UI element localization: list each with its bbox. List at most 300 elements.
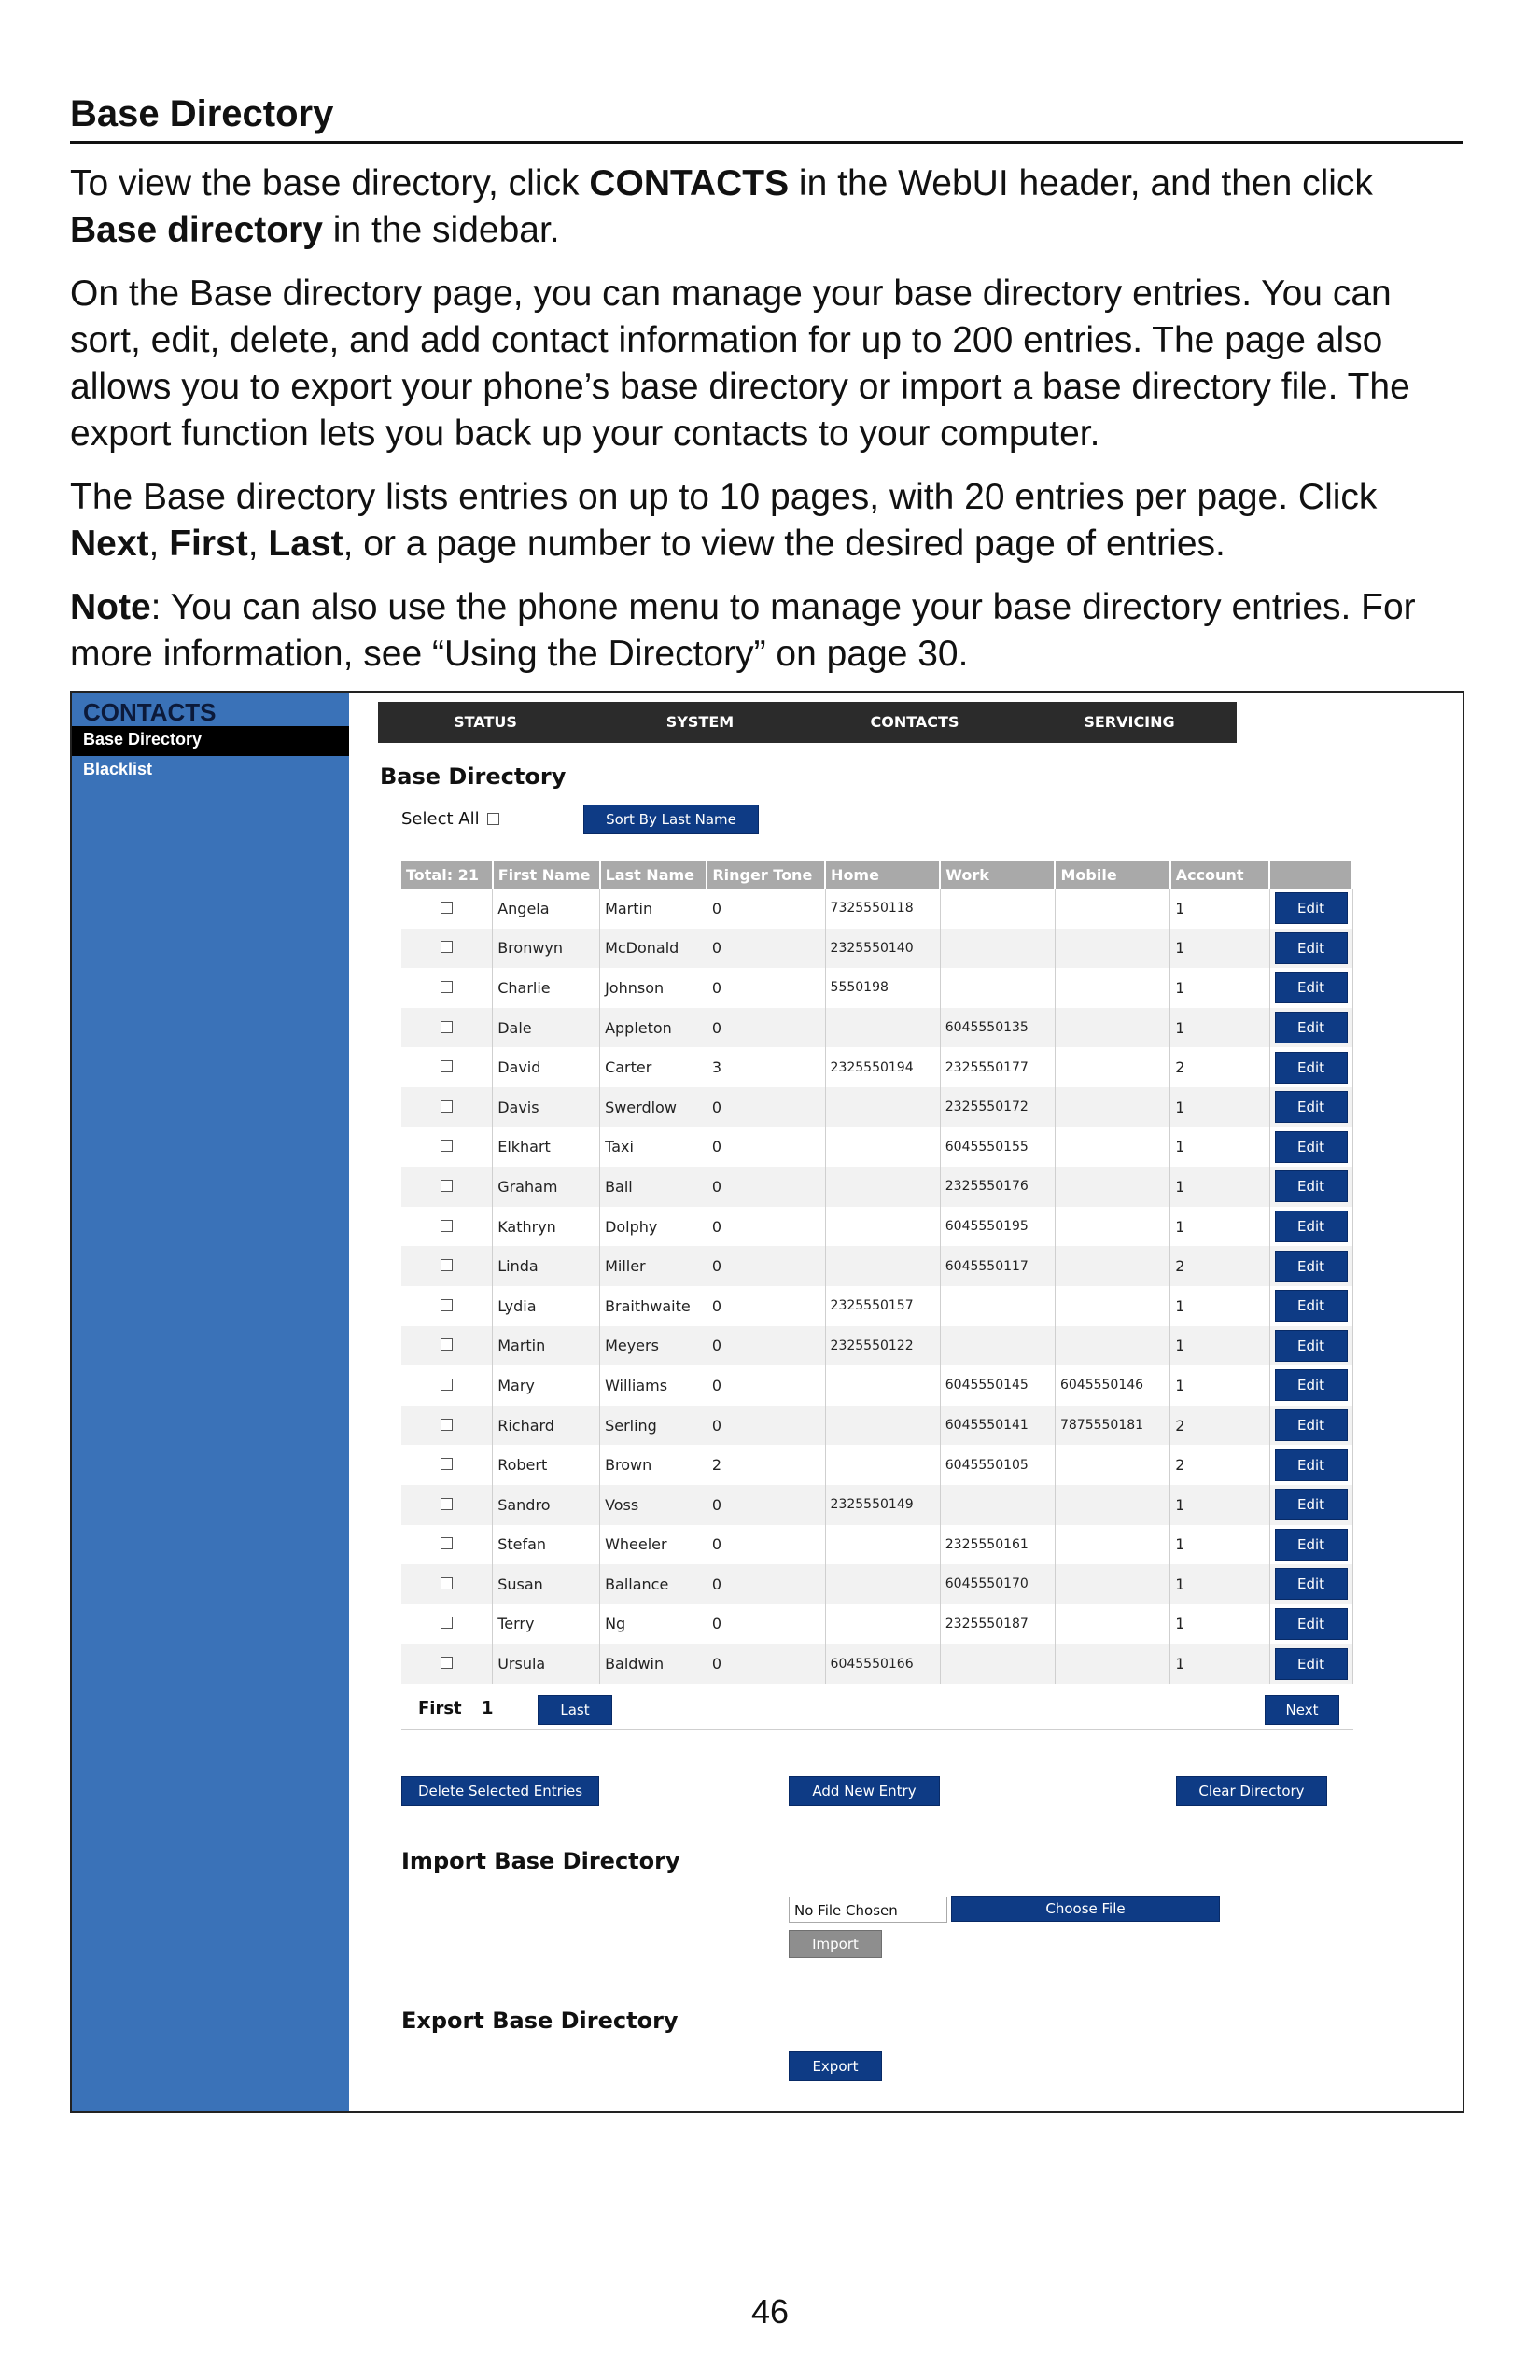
p3-bold-next: Next	[70, 524, 149, 564]
first-name-cell: Robert	[493, 1445, 600, 1485]
table-row	[401, 1644, 1352, 1684]
note-text: : You can also use the phone menu to manage your base directory entries. For more information, see “Using the Directory” on page 30.	[70, 587, 1416, 674]
account-cell: 1	[1170, 889, 1269, 929]
ringer-tone-cell: 3	[707, 1047, 825, 1087]
first-name-cell: Kathryn	[493, 1207, 600, 1247]
webui-screenshot	[70, 691, 1464, 2113]
mobile-cell	[1055, 1604, 1169, 1645]
account-cell: 1	[1170, 1087, 1269, 1127]
col-edit	[1269, 861, 1352, 889]
home-cell	[825, 1008, 940, 1048]
tab-status[interactable]: STATUS	[454, 713, 517, 731]
last-name-cell: Ballance	[600, 1564, 707, 1604]
first-name-cell: Dale	[493, 1008, 600, 1048]
row-checkbox[interactable]	[441, 1458, 453, 1470]
account-cell: 1	[1170, 1485, 1269, 1525]
col-home: Home	[825, 861, 940, 889]
account-cell: 1	[1170, 1167, 1269, 1207]
mobile-cell	[1055, 929, 1169, 969]
home-cell: 7325550118	[825, 889, 940, 929]
row-checkbox[interactable]	[441, 981, 453, 993]
page-title: Base Directory	[380, 763, 567, 790]
table-row	[401, 1008, 1352, 1048]
mobile-cell	[1055, 1008, 1169, 1048]
last-name-cell: Carter	[600, 1047, 707, 1087]
work-cell: 2325550172	[940, 1087, 1055, 1127]
work-cell	[940, 889, 1055, 929]
row-checkbox-cell	[401, 1604, 493, 1645]
edit-cell	[1269, 1445, 1352, 1485]
first-name-cell: Angela	[493, 889, 600, 929]
col-ringer-tone: Ringer Tone	[707, 861, 825, 889]
mobile-cell	[1055, 1564, 1169, 1604]
edit-button[interactable]: Edit	[1275, 1330, 1348, 1362]
sidebar-item-base-directory[interactable]: Base Directory	[72, 726, 349, 756]
home-cell: 2325550194	[825, 1047, 940, 1087]
last-name-cell: Serling	[600, 1406, 707, 1446]
col-total: Total: 21	[401, 861, 493, 889]
table-row	[401, 1246, 1352, 1286]
row-checkbox-cell	[401, 1644, 493, 1684]
account-cell: 1	[1170, 1564, 1269, 1604]
first-name-cell: David	[493, 1047, 600, 1087]
row-checkbox[interactable]	[441, 1259, 453, 1271]
tab-servicing[interactable]: SERVICING	[1084, 713, 1175, 731]
row-checkbox-cell	[401, 1564, 493, 1604]
work-cell	[940, 968, 1055, 1008]
mobile-cell	[1055, 1445, 1169, 1485]
row-checkbox-cell	[401, 1127, 493, 1168]
home-cell	[825, 1207, 940, 1247]
document-body	[70, 93, 1463, 678]
first-name-cell: Ursula	[493, 1644, 600, 1684]
last-name-cell: Brown	[600, 1445, 707, 1485]
table-row	[401, 1485, 1352, 1525]
row-checkbox-cell	[401, 889, 493, 929]
work-cell: 6045550141	[940, 1406, 1055, 1446]
edit-cell	[1269, 1604, 1352, 1645]
top-nav	[378, 702, 1237, 743]
edit-button[interactable]: Edit	[1275, 1608, 1348, 1640]
first-name-cell: Linda	[493, 1246, 600, 1286]
row-checkbox-cell	[401, 968, 493, 1008]
first-name-cell: Stefan	[493, 1525, 600, 1565]
home-cell	[825, 1445, 940, 1485]
work-cell: 6045550105	[940, 1445, 1055, 1485]
mobile-cell	[1055, 889, 1169, 929]
account-cell: 1	[1170, 929, 1269, 969]
paragraph-3	[70, 474, 1463, 567]
row-checkbox[interactable]	[441, 1140, 453, 1152]
edit-button[interactable]: Edit	[1275, 1568, 1348, 1600]
home-cell	[825, 1167, 940, 1207]
account-cell: 1	[1170, 1604, 1269, 1645]
pagination	[401, 1689, 1353, 1730]
first-name-cell: Bronwyn	[493, 929, 600, 969]
sidebar	[72, 693, 349, 2111]
last-name-cell: Johnson	[600, 968, 707, 1008]
row-checkbox[interactable]	[441, 902, 453, 914]
row-checkbox[interactable]	[441, 1657, 453, 1669]
account-cell: 2	[1170, 1246, 1269, 1286]
paragraph-1	[70, 161, 1463, 254]
delete-selected-entries-button[interactable]: Delete Selected Entries	[401, 1776, 599, 1806]
account-cell: 1	[1170, 1365, 1269, 1406]
table-row	[401, 1365, 1352, 1406]
account-cell: 1	[1170, 1525, 1269, 1565]
first-name-cell: Davis	[493, 1087, 600, 1127]
edit-cell	[1269, 1365, 1352, 1406]
row-checkbox[interactable]	[441, 1338, 453, 1351]
p1-text-e: in the sidebar.	[322, 210, 560, 250]
row-checkbox-cell	[401, 1246, 493, 1286]
edit-cell	[1269, 968, 1352, 1008]
directory-table	[401, 861, 1353, 1684]
table-row	[401, 889, 1352, 929]
col-work: Work	[940, 861, 1055, 889]
home-cell	[825, 1604, 940, 1645]
table-row	[401, 1286, 1352, 1326]
ringer-tone-cell: 0	[707, 1485, 825, 1525]
row-checkbox[interactable]	[441, 1060, 453, 1072]
edit-button[interactable]: Edit	[1275, 1052, 1348, 1084]
first-name-cell: Lydia	[493, 1286, 600, 1326]
p1-bold-contacts: CONTACTS	[589, 163, 790, 203]
row-checkbox-cell	[401, 1087, 493, 1127]
row-checkbox[interactable]	[441, 1617, 453, 1629]
home-cell: 2325550157	[825, 1286, 940, 1326]
first-name-cell: Charlie	[493, 968, 600, 1008]
account-cell: 1	[1170, 1644, 1269, 1684]
first-name-cell: Graham	[493, 1167, 600, 1207]
account-cell: 1	[1170, 1326, 1269, 1366]
p1-text-a: To view the base directory, click	[70, 163, 590, 203]
pager-page-1[interactable]: 1	[482, 1699, 494, 1718]
table-row	[401, 1207, 1352, 1247]
row-checkbox-cell	[401, 1365, 493, 1406]
last-name-cell: McDonald	[600, 929, 707, 969]
mobile-cell	[1055, 1127, 1169, 1168]
edit-button[interactable]: Edit	[1275, 1170, 1348, 1202]
home-cell	[825, 1406, 940, 1446]
ringer-tone-cell: 0	[707, 1167, 825, 1207]
row-checkbox[interactable]	[441, 1498, 453, 1510]
pager-next-button[interactable]: Next	[1265, 1695, 1339, 1725]
row-checkbox[interactable]	[441, 1419, 453, 1431]
first-name-cell: Martin	[493, 1326, 600, 1366]
sort-by-last-name-button[interactable]: Sort By Last Name	[583, 805, 759, 834]
account-cell: 1	[1170, 968, 1269, 1008]
select-all-checkbox[interactable]	[487, 813, 499, 825]
table-body	[401, 889, 1352, 1684]
ringer-tone-cell: 0	[707, 1286, 825, 1326]
mobile-cell	[1055, 1485, 1169, 1525]
file-chosen-field: No File Chosen	[789, 1897, 947, 1923]
edit-cell	[1269, 1525, 1352, 1565]
select-all-label: Select All	[401, 809, 480, 829]
row-checkbox-cell	[401, 1525, 493, 1565]
first-name-cell: Terry	[493, 1604, 600, 1645]
ringer-tone-cell: 0	[707, 1326, 825, 1366]
account-cell: 2	[1170, 1445, 1269, 1485]
home-cell: 6045550166	[825, 1644, 940, 1684]
tab-system[interactable]: SYSTEM	[665, 713, 735, 731]
ringer-tone-cell: 0	[707, 1207, 825, 1247]
p1-text-c: in the WebUI header, and then click	[789, 163, 1373, 203]
select-all	[401, 809, 499, 829]
edit-cell	[1269, 1047, 1352, 1087]
edit-cell	[1269, 1008, 1352, 1048]
ringer-tone-cell: 0	[707, 968, 825, 1008]
edit-cell	[1269, 1207, 1352, 1247]
row-checkbox-cell	[401, 1047, 493, 1087]
work-cell: 6045550195	[940, 1207, 1055, 1247]
ringer-tone-cell: 0	[707, 1644, 825, 1684]
row-checkbox[interactable]	[441, 1577, 453, 1589]
row-checkbox[interactable]	[441, 1220, 453, 1232]
first-name-cell: Mary	[493, 1365, 600, 1406]
home-cell	[825, 1246, 940, 1286]
edit-button[interactable]: Edit	[1275, 1251, 1348, 1282]
col-mobile: Mobile	[1055, 861, 1169, 889]
ringer-tone-cell: 0	[707, 1365, 825, 1406]
p3-text-c: , or a page number to view the desired page of entries.	[343, 524, 1225, 564]
row-checkbox-cell	[401, 1445, 493, 1485]
table-row	[401, 1326, 1352, 1366]
last-name-cell: Ball	[600, 1167, 707, 1207]
edit-cell	[1269, 1644, 1352, 1684]
work-cell: 6045550170	[940, 1564, 1055, 1604]
home-cell: 2325550140	[825, 929, 940, 969]
p3-bold-last: Last	[268, 524, 343, 564]
last-name-cell: Swerdlow	[600, 1087, 707, 1127]
home-cell: 2325550122	[825, 1326, 940, 1366]
row-checkbox-cell	[401, 1485, 493, 1525]
table-header-row	[401, 861, 1352, 889]
paragraph-note	[70, 584, 1463, 678]
edit-button[interactable]: Edit	[1275, 1290, 1348, 1322]
last-name-cell: Voss	[600, 1485, 707, 1525]
table-row	[401, 968, 1352, 1008]
work-cell: 2325550187	[940, 1604, 1055, 1645]
ringer-tone-cell: 0	[707, 1008, 825, 1048]
mobile-cell	[1055, 1167, 1169, 1207]
ringer-tone-cell: 0	[707, 1406, 825, 1446]
edit-cell	[1269, 1127, 1352, 1168]
ringer-tone-cell: 0	[707, 1087, 825, 1127]
account-cell: 1	[1170, 1008, 1269, 1048]
edit-button[interactable]: Edit	[1275, 1211, 1348, 1242]
work-cell	[940, 1644, 1055, 1684]
work-cell	[940, 1286, 1055, 1326]
ringer-tone-cell: 0	[707, 1564, 825, 1604]
page-number: 46	[750, 2292, 790, 2331]
edit-cell	[1269, 1286, 1352, 1326]
mobile-cell: 6045550146	[1055, 1365, 1169, 1406]
edit-button[interactable]: Edit	[1275, 1449, 1348, 1481]
edit-button[interactable]: Edit	[1275, 1648, 1348, 1680]
edit-button[interactable]: Edit	[1275, 1369, 1348, 1401]
row-checkbox[interactable]	[441, 1180, 453, 1192]
last-name-cell: Dolphy	[600, 1207, 707, 1247]
table-row	[401, 1406, 1352, 1446]
col-first-name[interactable]: First Name	[493, 861, 600, 889]
edit-cell	[1269, 1167, 1352, 1207]
mobile-cell	[1055, 968, 1169, 1008]
last-name-cell: Miller	[600, 1246, 707, 1286]
last-name-cell: Taxi	[600, 1127, 707, 1168]
edit-cell	[1269, 1485, 1352, 1525]
p3-sep-2: ,	[247, 524, 269, 564]
edit-cell	[1269, 1087, 1352, 1127]
work-cell: 6045550155	[940, 1127, 1055, 1168]
home-cell	[825, 1127, 940, 1168]
work-cell	[940, 1326, 1055, 1366]
last-name-cell: Ng	[600, 1604, 707, 1645]
table-row	[401, 1564, 1352, 1604]
work-cell: 2325550177	[940, 1047, 1055, 1087]
row-checkbox-cell	[401, 1326, 493, 1366]
pager-first-link[interactable]: First	[418, 1699, 462, 1718]
home-cell: 5550198	[825, 968, 940, 1008]
ringer-tone-cell: 0	[707, 889, 825, 929]
ringer-tone-cell: 2	[707, 1445, 825, 1485]
home-cell	[825, 1365, 940, 1406]
col-last-name[interactable]: Last Name	[600, 861, 707, 889]
mobile-cell	[1055, 1326, 1169, 1366]
last-name-cell: Baldwin	[600, 1644, 707, 1684]
table-row	[401, 1087, 1352, 1127]
mobile-cell	[1055, 1525, 1169, 1565]
col-account: Account	[1170, 861, 1269, 889]
section-title: Base Directory	[70, 93, 1463, 144]
last-name-cell: Martin	[600, 889, 707, 929]
mobile-cell	[1055, 1207, 1169, 1247]
home-cell: 2325550149	[825, 1485, 940, 1525]
ringer-tone-cell: 0	[707, 1525, 825, 1565]
edit-button[interactable]: Edit	[1275, 972, 1348, 1003]
edit-button[interactable]: Edit	[1275, 892, 1348, 924]
table-row	[401, 1127, 1352, 1168]
ringer-tone-cell: 0	[707, 1246, 825, 1286]
p3-sep-1: ,	[148, 524, 170, 564]
row-checkbox[interactable]	[441, 941, 453, 953]
account-cell: 2	[1170, 1406, 1269, 1446]
row-checkbox[interactable]	[441, 1021, 453, 1033]
last-name-cell: Braithwaite	[600, 1286, 707, 1326]
row-checkbox[interactable]	[441, 1537, 453, 1549]
mobile-cell	[1055, 1047, 1169, 1087]
edit-button[interactable]: Edit	[1275, 1091, 1348, 1123]
edit-button[interactable]: Edit	[1275, 1131, 1348, 1163]
p3-bold-first: First	[169, 524, 248, 564]
table-row	[401, 1525, 1352, 1565]
edit-cell	[1269, 1406, 1352, 1446]
last-name-cell: Williams	[600, 1365, 707, 1406]
work-cell	[940, 1485, 1055, 1525]
work-cell	[940, 929, 1055, 969]
last-name-cell: Meyers	[600, 1326, 707, 1366]
export-heading: Export Base Directory	[401, 2008, 679, 2034]
account-cell: 1	[1170, 1127, 1269, 1168]
import-button[interactable]: Import	[789, 1930, 882, 1958]
sidebar-header: CONTACTS	[83, 698, 217, 726]
edit-cell	[1269, 889, 1352, 929]
edit-button[interactable]: Edit	[1275, 1489, 1348, 1520]
last-name-cell: Wheeler	[600, 1525, 707, 1565]
edit-button[interactable]: Edit	[1275, 1409, 1348, 1441]
account-cell: 1	[1170, 1207, 1269, 1247]
home-cell	[825, 1087, 940, 1127]
home-cell	[825, 1525, 940, 1565]
row-checkbox[interactable]	[441, 1299, 453, 1311]
table-row	[401, 1047, 1352, 1087]
table-row	[401, 1167, 1352, 1207]
table-row	[401, 1445, 1352, 1485]
row-checkbox-cell	[401, 1406, 493, 1446]
edit-cell	[1269, 1326, 1352, 1366]
row-checkbox-cell	[401, 1207, 493, 1247]
row-checkbox-cell	[401, 1167, 493, 1207]
edit-button[interactable]: Edit	[1275, 932, 1348, 964]
ringer-tone-cell: 0	[707, 929, 825, 969]
pager-last-button[interactable]: Last	[538, 1695, 612, 1725]
first-name-cell: Elkhart	[493, 1127, 600, 1168]
sidebar-item-blacklist[interactable]: Blacklist	[83, 760, 153, 778]
mobile-cell	[1055, 1286, 1169, 1326]
export-button[interactable]: Export	[789, 2051, 882, 2081]
account-cell: 1	[1170, 1286, 1269, 1326]
first-name-cell: Richard	[493, 1406, 600, 1446]
row-checkbox[interactable]	[441, 1100, 453, 1113]
table-row	[401, 929, 1352, 969]
note-label: Note	[70, 587, 151, 627]
paragraph-2: On the Base directory page, you can manage your base directory entries. You can sort, edit, delete, and add contact information for up to 200 entries. The page also allows you to export your phone’s base directory or import a base directory file. The export function lets you back up your contacts to your computer.	[70, 273, 1410, 454]
first-name-cell: Sandro	[493, 1485, 600, 1525]
mobile-cell	[1055, 1087, 1169, 1127]
edit-button[interactable]: Edit	[1275, 1012, 1348, 1043]
work-cell: 6045550145	[940, 1365, 1055, 1406]
row-checkbox-cell	[401, 1286, 493, 1326]
mobile-cell	[1055, 1644, 1169, 1684]
work-cell: 2325550176	[940, 1167, 1055, 1207]
edit-button[interactable]: Edit	[1275, 1529, 1348, 1561]
last-name-cell: Appleton	[600, 1008, 707, 1048]
add-new-entry-button[interactable]: Add New Entry	[789, 1776, 940, 1806]
first-name-cell: Susan	[493, 1564, 600, 1604]
tab-contacts[interactable]: CONTACTS	[870, 713, 959, 731]
row-checkbox-cell	[401, 929, 493, 969]
mobile-cell: 7875550181	[1055, 1406, 1169, 1446]
work-cell: 2325550161	[940, 1525, 1055, 1565]
row-checkbox-cell	[401, 1008, 493, 1048]
choose-file-button[interactable]: Choose File	[951, 1896, 1220, 1922]
ringer-tone-cell: 0	[707, 1604, 825, 1645]
p1-bold-base-directory: Base directory	[70, 210, 323, 250]
home-cell	[825, 1564, 940, 1604]
edit-cell	[1269, 1246, 1352, 1286]
ringer-tone-cell: 0	[707, 1127, 825, 1168]
import-heading: Import Base Directory	[401, 1848, 680, 1874]
clear-directory-button[interactable]: Clear Directory	[1176, 1776, 1327, 1806]
account-cell: 2	[1170, 1047, 1269, 1087]
row-checkbox[interactable]	[441, 1379, 453, 1391]
p3-text-a: The Base directory lists entries on up to 10 pages, with 20 entries per page. Click	[70, 477, 1378, 517]
table-row	[401, 1604, 1352, 1645]
edit-cell	[1269, 1564, 1352, 1604]
work-cell: 6045550135	[940, 1008, 1055, 1048]
edit-cell	[1269, 929, 1352, 969]
